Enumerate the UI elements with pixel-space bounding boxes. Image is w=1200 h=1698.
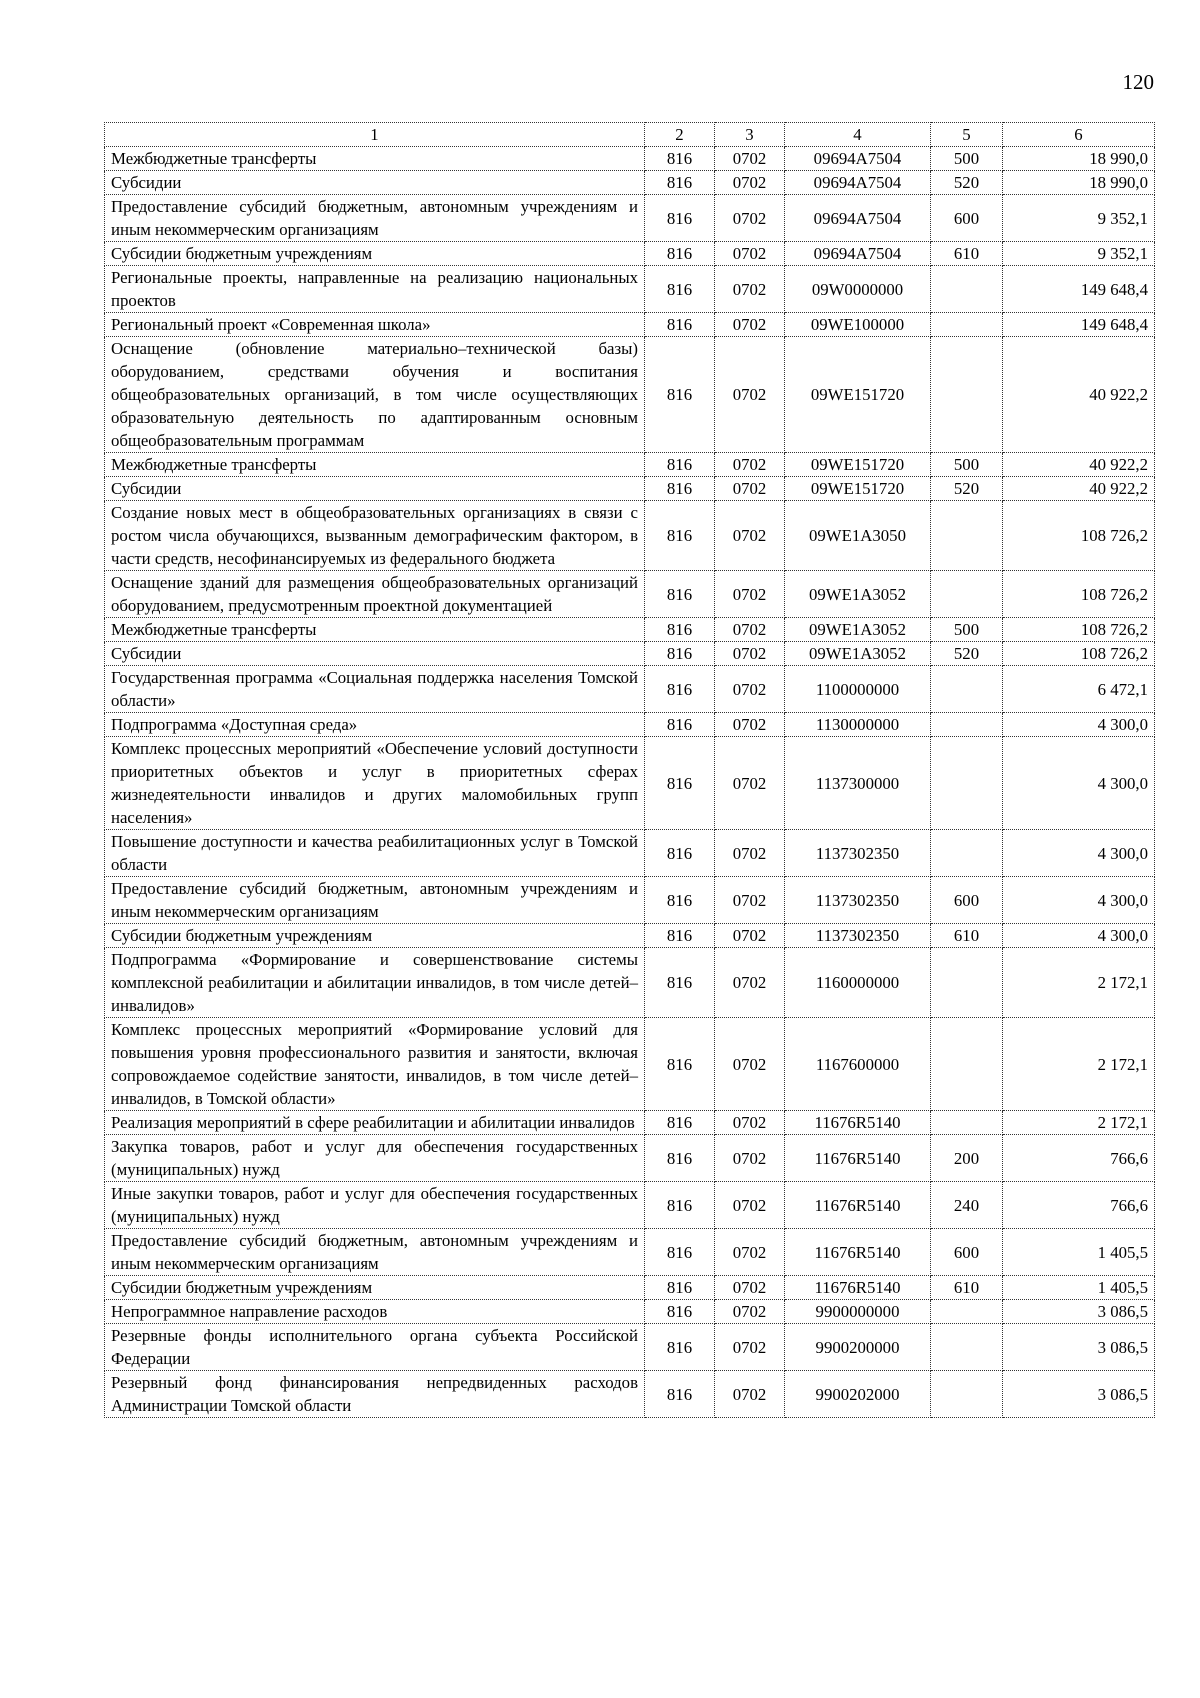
table-body: [105, 147, 1155, 1418]
row-sum-cell: 149 648,4: [1003, 266, 1155, 313]
row-ved-cell: 816: [645, 477, 715, 501]
table-row: [105, 642, 1155, 666]
row-vr-cell: [931, 1018, 1003, 1111]
row-rzpr-cell: 0702: [715, 713, 785, 737]
table-row: [105, 571, 1155, 618]
row-rzpr-cell: 0702: [715, 1018, 785, 1111]
table-row: [105, 1276, 1155, 1300]
row-rzpr-cell: 0702: [715, 195, 785, 242]
row-ved-cell: 816: [645, 1111, 715, 1135]
row-sum-cell: 766,6: [1003, 1135, 1155, 1182]
row-csr-cell: 09694A7504: [785, 171, 931, 195]
row-csr-cell: 09WE1A3050: [785, 501, 931, 571]
row-name-cell: Создание новых мест в общеобразовательных организациях в связи с ростом числа обучающихся, вызванным демографическим фактором, в части средств, несофинансируемых из федерального бюджета: [105, 501, 645, 571]
row-name-cell: Межбюджетные трансферты: [105, 618, 645, 642]
row-vr-cell: [931, 313, 1003, 337]
row-rzpr-cell: 0702: [715, 737, 785, 830]
table-row: [105, 948, 1155, 1018]
row-sum-cell: 4 300,0: [1003, 830, 1155, 877]
row-csr-cell: 1167600000: [785, 1018, 931, 1111]
header-row: [105, 123, 1155, 147]
row-name-cell: Региональный проект «Современная школа»: [105, 313, 645, 337]
row-name-cell: Иные закупки товаров, работ и услуг для обеспечения государственных (муниципальных) нужд: [105, 1182, 645, 1229]
row-vr-cell: 500: [931, 147, 1003, 171]
row-csr-cell: 1130000000: [785, 713, 931, 737]
row-csr-cell: 09WE100000: [785, 313, 931, 337]
row-ved-cell: 816: [645, 1135, 715, 1182]
row-vr-cell: 520: [931, 477, 1003, 501]
row-vr-cell: 520: [931, 171, 1003, 195]
row-name-cell: Реализация мероприятий в сфере реабилитации и абилитации инвалидов: [105, 1111, 645, 1135]
row-sum-cell: 6 472,1: [1003, 666, 1155, 713]
row-rzpr-cell: 0702: [715, 477, 785, 501]
header-col-6: 6: [1003, 123, 1155, 147]
table-row: [105, 618, 1155, 642]
row-name-cell: Субсидии: [105, 171, 645, 195]
table-row: [105, 924, 1155, 948]
header-col-5: 5: [931, 123, 1003, 147]
row-rzpr-cell: 0702: [715, 948, 785, 1018]
row-sum-cell: 4 300,0: [1003, 877, 1155, 924]
row-csr-cell: 1137302350: [785, 924, 931, 948]
budget-table: [104, 122, 1155, 1418]
row-ved-cell: 816: [645, 266, 715, 313]
row-csr-cell: 11676R5140: [785, 1135, 931, 1182]
row-name-cell: Государственная программа «Социальная поддержка населения Томской области»: [105, 666, 645, 713]
row-ved-cell: 816: [645, 571, 715, 618]
table-row: [105, 171, 1155, 195]
row-csr-cell: 09WE151720: [785, 453, 931, 477]
row-vr-cell: 500: [931, 453, 1003, 477]
row-ved-cell: 816: [645, 618, 715, 642]
row-name-cell: Региональные проекты, направленные на реализацию национальных проектов: [105, 266, 645, 313]
row-name-cell: Комплекс процессных мероприятий «Обеспечение условий доступности приоритетных объектов и услуг в приоритетных сферах жизнедеятельности инвалидов и других маломобильных групп населения»: [105, 737, 645, 830]
row-csr-cell: 09WE151720: [785, 337, 931, 453]
row-csr-cell: 09WE151720: [785, 477, 931, 501]
row-ved-cell: 816: [645, 877, 715, 924]
table-row: [105, 195, 1155, 242]
row-vr-cell: 600: [931, 877, 1003, 924]
row-rzpr-cell: 0702: [715, 242, 785, 266]
row-rzpr-cell: 0702: [715, 1229, 785, 1276]
row-ved-cell: 816: [645, 337, 715, 453]
table-row: [105, 1229, 1155, 1276]
row-name-cell: Субсидии бюджетным учреждениям: [105, 242, 645, 266]
row-sum-cell: 3 086,5: [1003, 1324, 1155, 1371]
row-vr-cell: [931, 948, 1003, 1018]
row-vr-cell: 610: [931, 242, 1003, 266]
row-vr-cell: 600: [931, 1229, 1003, 1276]
row-name-cell: Субсидии: [105, 642, 645, 666]
row-vr-cell: 240: [931, 1182, 1003, 1229]
row-rzpr-cell: 0702: [715, 337, 785, 453]
row-ved-cell: 816: [645, 830, 715, 877]
row-sum-cell: 18 990,0: [1003, 147, 1155, 171]
row-sum-cell: 108 726,2: [1003, 501, 1155, 571]
row-name-cell: Межбюджетные трансферты: [105, 147, 645, 171]
table-row: [105, 1300, 1155, 1324]
table-row: [105, 666, 1155, 713]
row-rzpr-cell: 0702: [715, 266, 785, 313]
row-rzpr-cell: 0702: [715, 642, 785, 666]
row-sum-cell: 9 352,1: [1003, 242, 1155, 266]
row-csr-cell: 1137302350: [785, 877, 931, 924]
row-csr-cell: 9900000000: [785, 1300, 931, 1324]
row-vr-cell: 520: [931, 642, 1003, 666]
row-sum-cell: 1 405,5: [1003, 1276, 1155, 1300]
row-sum-cell: 9 352,1: [1003, 195, 1155, 242]
row-vr-cell: [931, 737, 1003, 830]
row-csr-cell: 09WE1A3052: [785, 618, 931, 642]
table-row: [105, 1182, 1155, 1229]
row-name-cell: Оснащение (обновление материально–технической базы) оборудованием, средствами обучения и воспитания общеобразовательных организаций, в том числе осуществляющих образовательную деятельность по адаптированным основным общеобразовательным программам: [105, 337, 645, 453]
table-row: [105, 877, 1155, 924]
row-name-cell: Повышение доступности и качества реабилитационных услуг в Томской области: [105, 830, 645, 877]
row-vr-cell: 610: [931, 1276, 1003, 1300]
row-rzpr-cell: 0702: [715, 1371, 785, 1418]
row-rzpr-cell: 0702: [715, 501, 785, 571]
row-vr-cell: 500: [931, 618, 1003, 642]
row-ved-cell: 816: [645, 737, 715, 830]
row-ved-cell: 816: [645, 171, 715, 195]
row-sum-cell: 108 726,2: [1003, 642, 1155, 666]
row-rzpr-cell: 0702: [715, 877, 785, 924]
row-ved-cell: 816: [645, 666, 715, 713]
table-row: [105, 266, 1155, 313]
row-csr-cell: 09694A7504: [785, 195, 931, 242]
row-vr-cell: [931, 1371, 1003, 1418]
row-csr-cell: 09694A7504: [785, 147, 931, 171]
row-name-cell: Подпрограмма «Доступная среда»: [105, 713, 645, 737]
row-sum-cell: 766,6: [1003, 1182, 1155, 1229]
row-rzpr-cell: 0702: [715, 1324, 785, 1371]
row-name-cell: Субсидии бюджетным учреждениям: [105, 924, 645, 948]
row-sum-cell: 40 922,2: [1003, 453, 1155, 477]
row-rzpr-cell: 0702: [715, 1182, 785, 1229]
row-csr-cell: 09WE1A3052: [785, 571, 931, 618]
row-name-cell: Непрограммное направление расходов: [105, 1300, 645, 1324]
row-ved-cell: 816: [645, 642, 715, 666]
table-header: [105, 123, 1155, 147]
row-csr-cell: 11676R5140: [785, 1182, 931, 1229]
table-row: [105, 830, 1155, 877]
row-csr-cell: 1137302350: [785, 830, 931, 877]
row-csr-cell: 9900200000: [785, 1324, 931, 1371]
row-vr-cell: [931, 1300, 1003, 1324]
row-sum-cell: 4 300,0: [1003, 924, 1155, 948]
table-row: [105, 1111, 1155, 1135]
row-sum-cell: 149 648,4: [1003, 313, 1155, 337]
table-row: [105, 501, 1155, 571]
row-vr-cell: [931, 501, 1003, 571]
row-name-cell: Предоставление субсидий бюджетным, автономным учреждениям и иным некоммерческим организациям: [105, 877, 645, 924]
row-name-cell: Оснащение зданий для размещения общеобразовательных организаций оборудованием, предусмотренным проектной документацией: [105, 571, 645, 618]
header-col-1: 1: [105, 123, 645, 147]
row-rzpr-cell: 0702: [715, 453, 785, 477]
row-csr-cell: 1100000000: [785, 666, 931, 713]
row-rzpr-cell: 0702: [715, 313, 785, 337]
row-sum-cell: 4 300,0: [1003, 713, 1155, 737]
row-vr-cell: [931, 337, 1003, 453]
row-rzpr-cell: 0702: [715, 171, 785, 195]
row-ved-cell: 816: [645, 1371, 715, 1418]
table-row: [105, 313, 1155, 337]
table-row: [105, 453, 1155, 477]
row-sum-cell: 108 726,2: [1003, 571, 1155, 618]
row-name-cell: Субсидии: [105, 477, 645, 501]
row-vr-cell: 610: [931, 924, 1003, 948]
row-rzpr-cell: 0702: [715, 1300, 785, 1324]
row-ved-cell: 816: [645, 924, 715, 948]
row-rzpr-cell: 0702: [715, 147, 785, 171]
row-ved-cell: 816: [645, 147, 715, 171]
table-row: [105, 242, 1155, 266]
row-vr-cell: [931, 1324, 1003, 1371]
row-vr-cell: [931, 713, 1003, 737]
row-sum-cell: 18 990,0: [1003, 171, 1155, 195]
row-csr-cell: 11676R5140: [785, 1111, 931, 1135]
page-number: 120: [1122, 70, 1154, 94]
row-rzpr-cell: 0702: [715, 1111, 785, 1135]
table-row: [105, 1371, 1155, 1418]
row-ved-cell: 816: [645, 1229, 715, 1276]
row-name-cell: Субсидии бюджетным учреждениям: [105, 1276, 645, 1300]
row-ved-cell: 816: [645, 713, 715, 737]
row-sum-cell: 3 086,5: [1003, 1371, 1155, 1418]
row-csr-cell: 09694A7504: [785, 242, 931, 266]
row-sum-cell: 2 172,1: [1003, 948, 1155, 1018]
row-csr-cell: 1160000000: [785, 948, 931, 1018]
table-row: [105, 713, 1155, 737]
row-vr-cell: [931, 1111, 1003, 1135]
row-sum-cell: 40 922,2: [1003, 477, 1155, 501]
row-sum-cell: 2 172,1: [1003, 1111, 1155, 1135]
row-csr-cell: 09W0000000: [785, 266, 931, 313]
row-name-cell: Резервные фонды исполнительного органа субъекта Российской Федерации: [105, 1324, 645, 1371]
row-ved-cell: 816: [645, 453, 715, 477]
header-col-2: 2: [645, 123, 715, 147]
row-vr-cell: 200: [931, 1135, 1003, 1182]
row-ved-cell: 816: [645, 1182, 715, 1229]
table-row: [105, 737, 1155, 830]
row-ved-cell: 816: [645, 1324, 715, 1371]
table-row: [105, 147, 1155, 171]
row-rzpr-cell: 0702: [715, 924, 785, 948]
table-row: [105, 337, 1155, 453]
row-sum-cell: 2 172,1: [1003, 1018, 1155, 1111]
row-ved-cell: 816: [645, 501, 715, 571]
row-rzpr-cell: 0702: [715, 571, 785, 618]
row-ved-cell: 816: [645, 948, 715, 1018]
row-ved-cell: 816: [645, 1300, 715, 1324]
header-col-4: 4: [785, 123, 931, 147]
row-sum-cell: 1 405,5: [1003, 1229, 1155, 1276]
row-csr-cell: 9900202000: [785, 1371, 931, 1418]
header-col-3: 3: [715, 123, 785, 147]
table-row: [105, 1324, 1155, 1371]
row-sum-cell: 3 086,5: [1003, 1300, 1155, 1324]
row-sum-cell: 108 726,2: [1003, 618, 1155, 642]
row-ved-cell: 816: [645, 1018, 715, 1111]
row-vr-cell: [931, 666, 1003, 713]
row-rzpr-cell: 0702: [715, 618, 785, 642]
row-csr-cell: 11676R5140: [785, 1276, 931, 1300]
row-rzpr-cell: 0702: [715, 1135, 785, 1182]
row-vr-cell: [931, 571, 1003, 618]
row-csr-cell: 09WE1A3052: [785, 642, 931, 666]
row-name-cell: Предоставление субсидий бюджетным, автономным учреждениям и иным некоммерческим организациям: [105, 195, 645, 242]
row-vr-cell: [931, 830, 1003, 877]
row-vr-cell: 600: [931, 195, 1003, 242]
row-name-cell: Подпрограмма «Формирование и совершенствование системы комплексной реабилитации и абилитации инвалидов, в том числе детей–инвалидов»: [105, 948, 645, 1018]
row-name-cell: Предоставление субсидий бюджетным, автономным учреждениям и иным некоммерческим организациям: [105, 1229, 645, 1276]
row-rzpr-cell: 0702: [715, 1276, 785, 1300]
table-row: [105, 1018, 1155, 1111]
row-name-cell: Закупка товаров, работ и услуг для обеспечения государственных (муниципальных) нужд: [105, 1135, 645, 1182]
row-name-cell: Резервный фонд финансирования непредвиденных расходов Администрации Томской области: [105, 1371, 645, 1418]
row-ved-cell: 816: [645, 195, 715, 242]
row-rzpr-cell: 0702: [715, 830, 785, 877]
row-ved-cell: 816: [645, 1276, 715, 1300]
row-csr-cell: 1137300000: [785, 737, 931, 830]
row-ved-cell: 816: [645, 313, 715, 337]
row-rzpr-cell: 0702: [715, 666, 785, 713]
row-csr-cell: 11676R5140: [785, 1229, 931, 1276]
row-sum-cell: 40 922,2: [1003, 337, 1155, 453]
row-name-cell: Межбюджетные трансферты: [105, 453, 645, 477]
table-row: [105, 1135, 1155, 1182]
row-sum-cell: 4 300,0: [1003, 737, 1155, 830]
row-vr-cell: [931, 266, 1003, 313]
table-row: [105, 477, 1155, 501]
row-name-cell: Комплекс процессных мероприятий «Формирование условий для повышения уровня профессионального развития и занятости, включая сопровождаемое содействие занятости, инвалидов, в том числе детей–инвалидов, в Томской области»: [105, 1018, 645, 1111]
row-ved-cell: 816: [645, 242, 715, 266]
